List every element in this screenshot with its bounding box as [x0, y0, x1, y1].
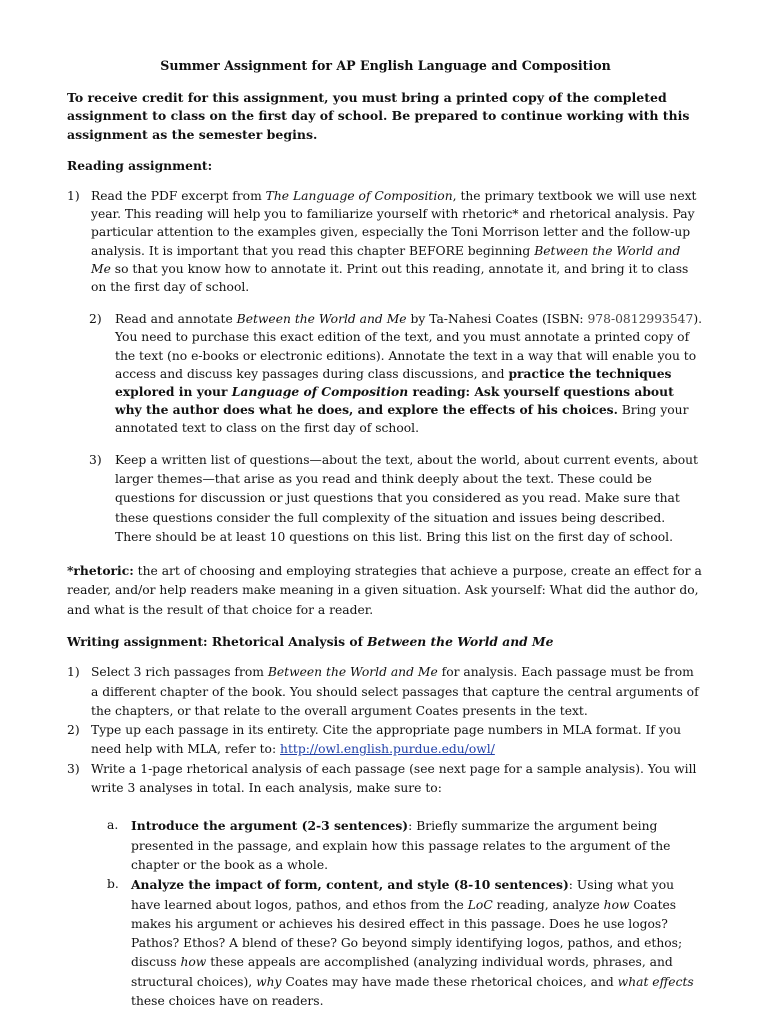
list-letter: b.: [107, 877, 119, 892]
italic-term: how: [603, 897, 630, 912]
list-number: 1): [67, 189, 80, 204]
book-title: Between the World and Me: [267, 665, 438, 680]
mla-help-link[interactable]: http://owl.english.purdue.edu/owl/: [280, 742, 495, 757]
rhetoric-definition: [67, 561, 704, 620]
list-number: 3): [89, 452, 102, 467]
bold-instruction: Analyze the impact of form, content, and style (8-10 sentences): [131, 877, 569, 893]
text-run: Read the PDF excerpt from: [91, 189, 266, 204]
bold-instruction: reading: Ask yourself questions about why the author does what he does, and explore the effects of his choices.: [115, 384, 674, 418]
bold-instruction: practice the techniques explored in your: [115, 365, 672, 400]
italic-term: why: [256, 974, 282, 989]
book-title: Between the World and Me: [236, 312, 407, 327]
text-run: reading, analyze: [492, 897, 604, 912]
writing-item-3: [67, 760, 704, 799]
definition-term: *rhetoric:: [67, 563, 134, 579]
text-run: : Using what you have learned about logos, pathos, and ethos from the: [131, 878, 675, 912]
text-run: : Briefly summarize the argument being presented in the passage, and explain how this passage relates to the argument of the chapter or the book as a whole.: [131, 819, 671, 872]
isbn-number: 978-0812993547: [587, 312, 694, 327]
bold-instruction: Introduce the argument (2-3 sentences): [131, 818, 409, 834]
text-run: these choices have on readers.: [131, 993, 324, 1008]
list-letter: a.: [107, 818, 119, 833]
text-run: Writing assignment: Rhetorical Analysis of: [67, 634, 368, 650]
italic-term: LoC: [467, 897, 493, 912]
text-run: the art of choosing and employing strategies that achieve a purpose, create an effect for a reader, and/or help readers make meaning in a given situation. Ask yourself: What did the author do, and what is the result of that choice for a reader.: [67, 564, 702, 617]
writing-heading: [67, 633, 704, 651]
book-title: Language of Composition: [231, 384, 409, 400]
list-number: 1): [67, 665, 80, 680]
intro-paragraph: To receive credit for this assignment, you must bring a printed copy of the completed assignment to class on the first day of school. Be prepared to continue working with this assignment as the semester begins.: [67, 90, 690, 142]
list-number: 3): [67, 761, 80, 776]
reading-item-1: [67, 187, 704, 296]
list-number: 2): [89, 312, 102, 327]
text-run: Select 3 rich passages from: [91, 665, 268, 680]
text-run: Bring your annotated text to class on the first day of school.: [115, 403, 689, 436]
list-number: 2): [67, 723, 80, 738]
text-run: Type up each passage in its entirety. Cite the appropriate page numbers in MLA format. If you need help with MLA, refer to:: [91, 723, 682, 757]
italic-term: what effects: [617, 974, 694, 989]
text-run: for analysis. Each passage must be from a different chapter of the book. You should select passages that capture the central arguments of the chapters, or that relate to the overall argument Coates presents in the text.: [91, 665, 699, 718]
page-title: Summer Assignment for AP English Language and Composition: [160, 58, 611, 73]
reading-heading: Reading assignment:: [67, 157, 213, 173]
writing-item-1: [67, 663, 704, 721]
text-run: Read and annotate: [115, 312, 237, 327]
text-run: Write a 1-page rhetorical analysis of each passage (see next page for a sample analysis). You will write 3 analyses in total. In each analysis, make sure to:: [91, 761, 697, 796]
reading-item-3: [67, 451, 704, 547]
book-title: The Language of Composition: [265, 189, 453, 204]
reading-item-2: [67, 310, 704, 437]
text-run: ). You need to purchase this exact edition of the text, and you must annotate a printed copy of the text (no e-books or electronic editions). Annotate the text in a way that will enable you to access and discuss key passages during class discussions, and: [115, 312, 703, 381]
text-run: Coates makes his argument or achieves his desired effect in this passage. Does he use logos? Pathos? Ethos? A blend of these? Go beyond simply identifying logos, pathos, and ethos; discuss: [131, 897, 683, 970]
text-run: Keep a written list of questions—about the text, about the world, about current events, about larger themes—that arise as you read and think deeply about the text. These could be questions for discussion or just questions that you considered as you read. Make sure that these questions consider the full complexity of the situation and issues being described. There should be at least 10 questions on this list. Bring this list on the first day of school.: [115, 452, 698, 544]
book-title: Between the World and Me: [91, 243, 681, 276]
text-run: by Ta-Nahesi Coates (ISBN:: [406, 312, 588, 327]
text-run: , the primary textbook we will use next year. This reading will help you to familiarize yourself with rhetoric* and rhetorical analysis. Pay particular attention to the examples given, especially the Toni Morrison letter and the follow-up analysis. It is important that you read this chapter BEFORE beginning: [91, 189, 697, 258]
writing-subitem-b: [67, 875, 704, 1011]
text-run: so that you know how to annotate it. Print out this reading, annotate it, and bring it to class on the first day of school.: [91, 261, 689, 295]
text-run: these appeals are accomplished (analyzing individual words, phrases, and structural choices),: [131, 955, 673, 989]
writing-item-2: [67, 721, 704, 760]
book-title: Between the World and Me: [367, 634, 554, 650]
italic-term: how: [180, 955, 207, 970]
writing-subitem-a: [67, 816, 704, 875]
text-run: Coates may have made these rhetorical choices, and: [281, 974, 618, 989]
